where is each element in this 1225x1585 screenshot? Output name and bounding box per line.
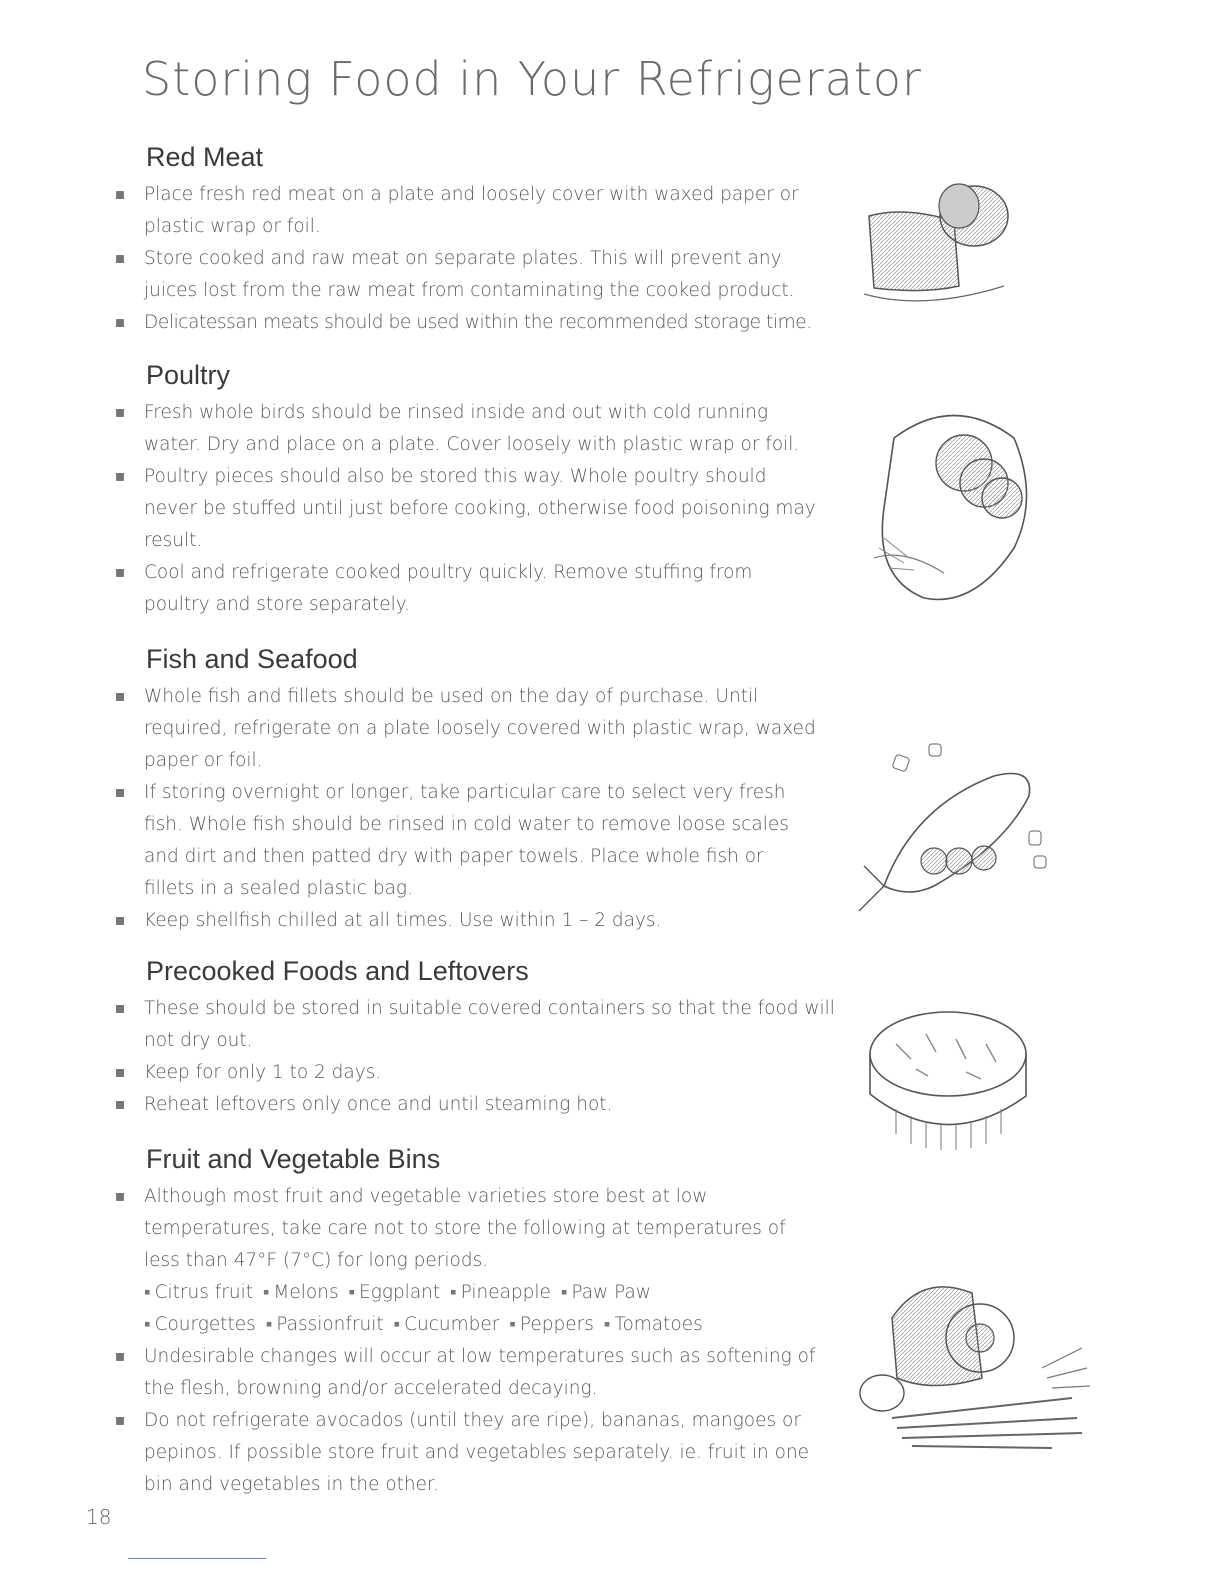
produce-item: ▪ Citrus fruit (140, 1282, 253, 1303)
bullet-item: Undesirable changes will occur at low temperatures such as softening of the flesh, browning and/or accelerated decaying. (116, 1341, 816, 1405)
bullet-item (116, 1181, 816, 1341)
quiche-illustration (866, 1004, 1031, 1154)
bullet-item: Reheat leftovers only once and until steaming hot. (116, 1089, 836, 1121)
section-heading: Fish and Seafood (146, 644, 358, 674)
bullet-item: If storing overnight or longer, take particular care to select very fresh fish. Whole fish should be rinsed in cold water to remove loose scales and dirt and then patted dry with paper towels. Place whole fish or fillets in a sealed plastic bag. (116, 777, 816, 905)
section-precooked-leftovers (116, 956, 876, 1121)
red-meat-illustration (864, 176, 1014, 306)
produce-item: ▪ Courgettes (140, 1314, 256, 1335)
produce-list-row (140, 1309, 816, 1341)
produce-item: ▪ Paw Paw (557, 1282, 651, 1303)
fish-illustration (854, 736, 1054, 916)
bullet-item: Delicatessan meats should be used within the recommended storage time. (116, 307, 836, 339)
produce-item: ▪ Peppers (505, 1314, 594, 1335)
bullet-text: Although most fruit and vegetable varieties store best at low temperatures, take care not to store the following at temperatures of less than 47°F (7°C) for long periods. (144, 1186, 786, 1271)
footer-rule (128, 1558, 266, 1559)
section-red-meat (116, 142, 876, 339)
bullet-item: Cool and refrigerate cooked poultry quickly. Remove stuffing from poultry and store separately. (116, 557, 816, 621)
bullet-item: These should be stored in suitable covered containers so that the food will not dry out. (116, 993, 836, 1057)
vegetables-illustration (852, 1268, 1092, 1458)
section-fruit-vegetable-bins (116, 1144, 876, 1501)
poultry-illustration (864, 398, 1039, 628)
bullet-item: Do not refrigerate avocados (until they are ripe), bananas, mangoes or pepinos. If possible store fruit and vegetables separately. ie. fruit in one bin and vegetables in the other. (116, 1405, 816, 1501)
produce-item: ▪ Passionfruit (262, 1314, 384, 1335)
bullet-item: Fresh whole birds should be rinsed inside and out with cold running water. Dry and place on a plate. Cover loosely with plastic wrap or foil. (116, 397, 816, 461)
section-fish-seafood (116, 644, 876, 937)
bullet-item: Poultry pieces should also be stored this way. Whole poultry should never be stuffed until just before cooking, otherwise food poisoning may result. (116, 461, 816, 557)
bullet-item: Keep for only 1 to 2 days. (116, 1057, 836, 1089)
bullet-item: Keep shellfish chilled at all times. Use within 1 – 2 days. (116, 905, 816, 937)
page-title: Storing Food in Your Refrigerator (142, 52, 922, 106)
section-heading: Precooked Foods and Leftovers (146, 956, 529, 986)
bullet-item: Place fresh red meat on a plate and loosely cover with waxed paper or plastic wrap or foil. (116, 179, 836, 243)
produce-list-row (140, 1277, 816, 1309)
produce-item: ▪ Pineapple (446, 1282, 551, 1303)
produce-item: ▪ Tomatoes (600, 1314, 703, 1335)
page-number: 18 (86, 1505, 112, 1529)
section-heading: Fruit and Vegetable Bins (146, 1144, 441, 1174)
bullet-item: Whole fish and fillets should be used on the day of purchase. Until required, refrigerate on a plate loosely covered with plastic wrap, waxed paper or foil. (116, 681, 816, 777)
section-heading: Red Meat (146, 142, 264, 172)
produce-item: ▪ Melons (259, 1282, 339, 1303)
section-poultry (116, 360, 876, 621)
bullet-item: Store cooked and raw meat on separate plates. This will prevent any juices lost from the raw meat from contaminating the cooked product. (116, 243, 836, 307)
section-heading: Poultry (146, 360, 231, 390)
produce-item: ▪ Eggplant (344, 1282, 440, 1303)
produce-item: ▪ Cucumber (390, 1314, 500, 1335)
